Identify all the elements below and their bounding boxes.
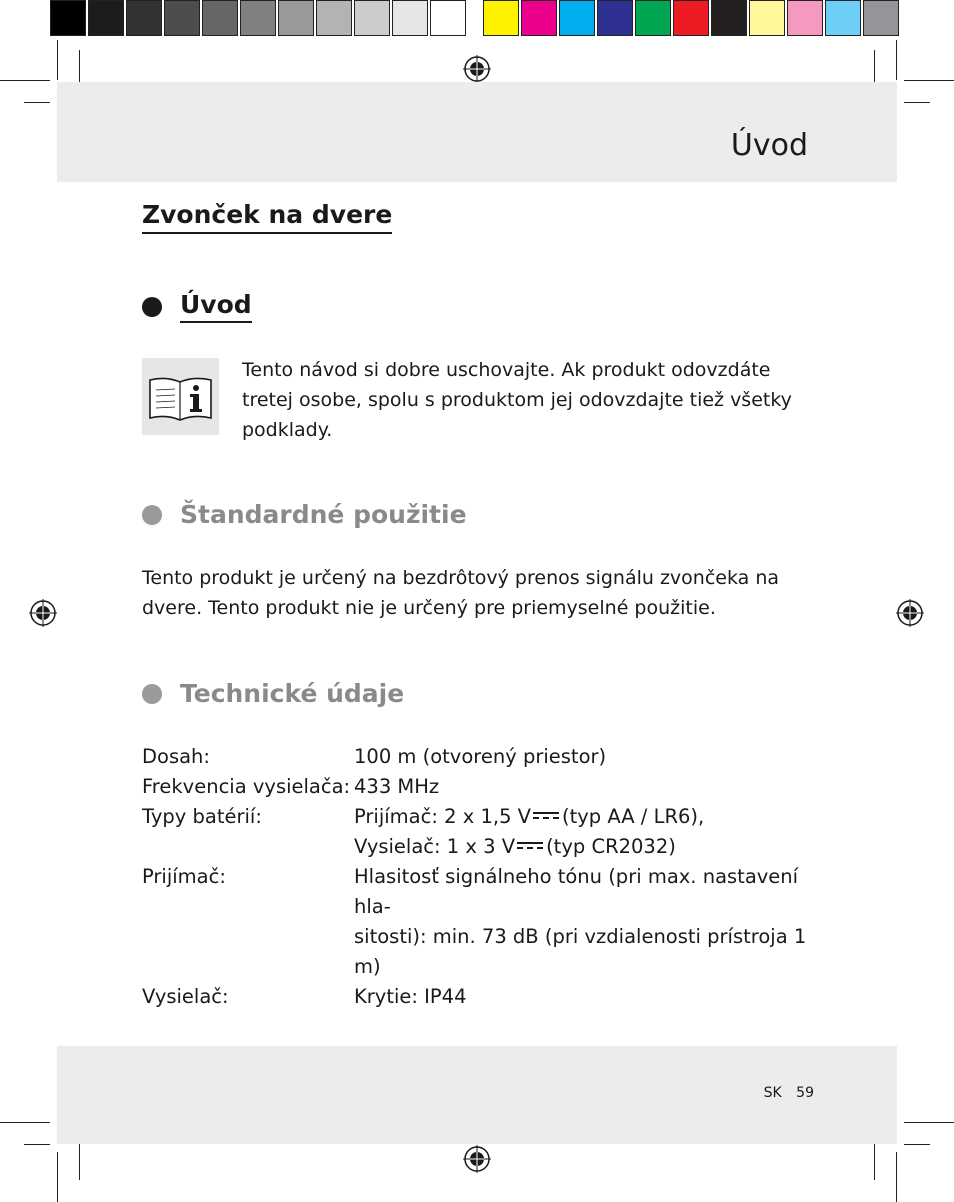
crop-mark	[24, 102, 50, 103]
spec-row	[142, 922, 824, 982]
page-header-title: Úvod	[730, 128, 808, 163]
usage-paragraph: Tento produkt je určený na bezdrôtový prenos signálu zvončeka na dvere. Tento produkt nie je určený pre priemyselné použitie.	[142, 567, 780, 619]
crop-mark	[874, 1140, 875, 1180]
color-swatch	[749, 0, 785, 36]
section-heading-intro	[142, 290, 252, 323]
spec-label	[142, 922, 354, 982]
spec-value	[354, 802, 824, 832]
section-heading-text: Úvod	[180, 290, 252, 323]
bullet-icon	[142, 297, 162, 317]
spec-label: Frekvencia vysielača:	[142, 775, 351, 798]
color-swatch	[863, 0, 899, 36]
spec-row	[142, 742, 824, 772]
color-swatch	[50, 0, 86, 36]
crop-mark	[24, 1144, 50, 1145]
color-swatch	[787, 0, 823, 36]
spec-label: Dosah:	[142, 745, 210, 768]
color-calibration-strip	[483, 0, 901, 40]
spec-value: 100 m (otvorený priestor)	[354, 745, 607, 768]
page-footer	[764, 1085, 814, 1101]
spec-row	[142, 982, 824, 1012]
color-swatch	[392, 0, 428, 36]
spec-label	[142, 832, 354, 862]
crop-mark	[904, 1144, 930, 1145]
spec-value-pre: Vysielač: 1 x 3 V	[354, 835, 516, 858]
crop-mark	[896, 1152, 897, 1202]
spec-value: sitosti): min. 73 dB (pri vzdialenosti prístroja 1 m)	[354, 925, 807, 978]
color-swatch	[316, 0, 352, 36]
document-title: Zvonček na dvere	[142, 200, 392, 234]
grayscale-calibration-strip	[50, 0, 468, 40]
crop-mark	[904, 80, 954, 81]
spec-value: Krytie: IP44	[354, 985, 467, 1008]
color-swatch	[483, 0, 519, 36]
footer-language: SK	[763, 1085, 782, 1101]
spec-value: 433 MHz	[354, 775, 440, 798]
color-swatch	[202, 0, 238, 36]
crop-mark	[0, 80, 50, 81]
spec-label: Typy batérií:	[142, 805, 262, 828]
crop-mark	[79, 1140, 80, 1180]
color-swatch	[354, 0, 390, 36]
color-swatch	[430, 0, 466, 36]
crop-mark	[57, 1152, 58, 1202]
color-swatch	[126, 0, 162, 36]
page-number: 59	[796, 1085, 814, 1101]
color-swatch	[278, 0, 314, 36]
color-swatch	[240, 0, 276, 36]
spec-row	[142, 772, 824, 802]
section-heading-text: Štandardné použitie	[180, 500, 467, 529]
spec-value: Hlasitosť signálneho tónu (pri max. nastavení hla-	[354, 865, 799, 918]
color-swatch	[711, 0, 747, 36]
crop-mark	[904, 1122, 954, 1123]
spec-row	[142, 802, 824, 832]
bullet-icon	[142, 684, 162, 704]
color-swatch	[635, 0, 671, 36]
info-book-icon	[142, 358, 219, 435]
color-swatch	[164, 0, 200, 36]
crop-mark	[0, 1122, 50, 1123]
spec-value-pre: Prijímač: 2 x 1,5 V	[354, 805, 532, 828]
registration-mark-icon	[29, 599, 57, 627]
color-swatch	[88, 0, 124, 36]
spec-row	[142, 862, 824, 922]
section-heading-tech	[142, 679, 404, 708]
registration-mark-icon	[896, 599, 924, 627]
section-heading-usage	[142, 500, 467, 529]
color-swatch	[559, 0, 595, 36]
spec-value-post: (typ AA / LR6),	[562, 805, 705, 828]
color-swatch	[673, 0, 709, 36]
dc-voltage-symbol-icon	[533, 811, 559, 821]
crop-mark	[904, 102, 930, 103]
info-text: Tento návod si dobre uschovajte. Ak produkt odovzdáte tretej osobe, spolu s produktom jej odovzdajte tiež všetky podklady.	[242, 359, 792, 441]
spec-label: Vysielač:	[142, 985, 229, 1008]
crop-mark	[896, 40, 897, 80]
registration-mark-icon	[463, 55, 491, 83]
spec-row	[142, 832, 824, 862]
color-swatch	[597, 0, 633, 36]
registration-mark-icon	[463, 1145, 491, 1173]
dc-voltage-symbol-icon	[517, 841, 543, 851]
bullet-icon	[142, 505, 162, 525]
color-swatch	[521, 0, 557, 36]
color-swatch	[825, 0, 861, 36]
tech-specs-table	[142, 742, 824, 1012]
spec-label: Prijímač:	[142, 865, 226, 888]
crop-mark	[57, 40, 58, 80]
section-heading-text: Technické údaje	[180, 679, 405, 708]
spec-value	[354, 832, 824, 862]
spec-value-post: (typ CR2032)	[546, 835, 676, 858]
